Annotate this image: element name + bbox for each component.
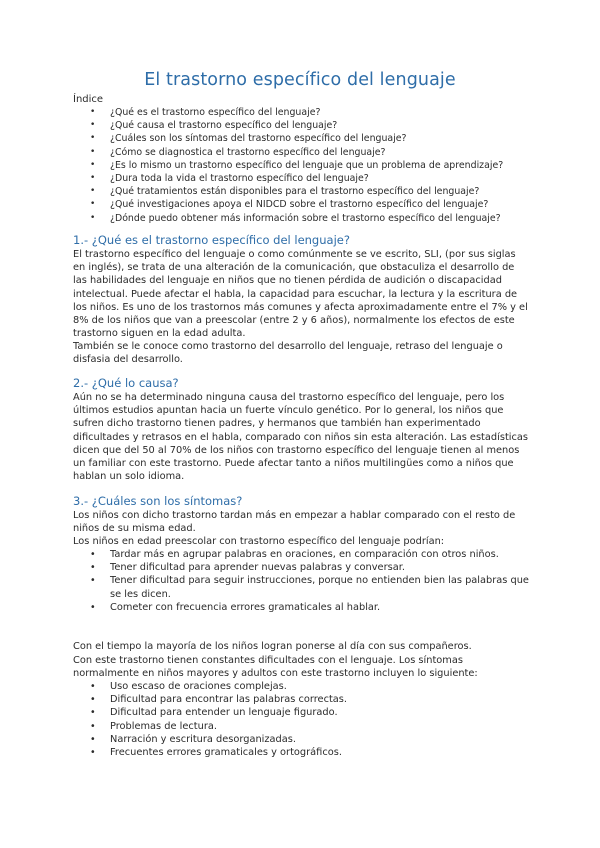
section-3-paragraph-4: Con este trastorno tienen constantes dificultades con el lenguaje. Los síntomas normalmente en niños mayores y adultos con este trastorno incluyen lo siguiente: — [73, 655, 478, 680]
list-item: • Frecuentes errores gramaticales y ortográficos. — [73, 746, 529, 759]
index-item[interactable]: • ¿Qué investigaciones apoya el NIDCD sobre el trastorno específico del lenguaje? — [73, 198, 543, 211]
section-1-heading: 1.- ¿Qué es el trastorno específico del lenguaje? — [73, 233, 350, 247]
list-item: • Cometer con frecuencia errores gramaticales al hablar. — [73, 601, 529, 614]
section-3-paragraph: Los niños con dicho trastorno tardan más en empezar a hablar comparado con el resto de niños de su misma edad. — [73, 510, 516, 535]
index-item[interactable]: • ¿Cómo se diagnostica el trastorno específico del lenguaje? — [73, 146, 543, 159]
list-item: • Tardar más en agrupar palabras en oraciones, en comparación con otros niños. — [73, 548, 529, 561]
index-item[interactable]: • ¿Qué causa el trastorno específico del lenguaje? — [73, 119, 543, 132]
index-item[interactable]: • ¿Cuáles son los síntomas del trastorno específico del lenguaje? — [73, 132, 543, 145]
list-item: • Tener dificultad para aprender nuevas palabras y conversar. — [73, 561, 529, 574]
index-item[interactable]: • ¿Qué tratamientos están disponibles para el trastorno específico del lenguaje? — [73, 185, 543, 198]
document-title: El trastorno específico del lenguaje — [144, 70, 456, 90]
section-3-paragraph-2: Los niños en edad preescolar con trastorno específico del lenguaje podrían: — [73, 536, 445, 547]
list-item: • Dificultad para entender un lenguaje figurado. — [73, 706, 529, 719]
preschool-symptoms-list — [73, 548, 529, 614]
list-item: • Problemas de lectura. — [73, 720, 529, 733]
section-3-paragraph-3: Con el tiempo la mayoría de los niños logran ponerse al día con sus compañeros. — [73, 641, 472, 652]
list-item: • Uso escaso de oraciones complejas. — [73, 680, 529, 693]
index-item[interactable]: • ¿Dura toda la vida el trastorno específico del lenguaje? — [73, 172, 543, 185]
list-item: • Narración y escritura desorganizadas. — [73, 733, 529, 746]
index-item[interactable]: • ¿Qué es el trastorno específico del lenguaje? — [73, 106, 543, 119]
list-item: • Dificultad para encontrar las palabras correctas. — [73, 693, 529, 706]
section-1-paragraph: El trastorno específico del lenguaje o como comúnmente se ve escrito, SLI, (por sus siglas en inglés), se trata de una alteración de la comunicación, que obstaculiza el desarrollo de las habilidades del lenguaje en niños que no tienen pérdida de audición o discapacidad intelectual. Puede afectar el habla, la capacidad para escuchar, la lectura y la escritura de los niños. Es uno de los trastornos más comunes y afecta aproximadamente entre el 7% y el 8% de los niños que van a preescolar (entre 2 y 6 años), normalmente los efectos de este trastorno siguen en la edad adulta. — [73, 249, 528, 340]
index-list — [73, 106, 543, 225]
older-symptoms-list — [73, 680, 529, 759]
index-label: Índice — [73, 94, 104, 105]
section-2-heading: 2.- ¿Qué lo causa? — [73, 376, 179, 390]
index-item[interactable]: • ¿Es lo mismo un trastorno específico del lenguaje que un problema de aprendizaje? — [73, 159, 543, 172]
index-item[interactable]: • ¿Dónde puedo obtener más información sobre el trastorno específico del lenguaje? — [73, 212, 543, 225]
section-3-heading: 3.- ¿Cuáles son los síntomas? — [73, 494, 243, 508]
section-2-paragraph: Aún no se ha determinado ninguna causa del trastorno específico del lenguaje, pero los últimos estudios apuntan hacia un fuerte vínculo genético. Por lo general, los niños que sufren dicho trastorno tienen padres, y hermanos que también han experimentado dificultades y retrasos en el habla, comparado con niños sin esta alteración. Las estadísticas dicen que del 50 al 70% de los niños con trastorno específico del lenguaje tienen al menos un familiar con este trastorno. Puede afectar tanto a niños multilingües como a niños que hablan un solo idioma. — [73, 392, 529, 483]
list-item: • Tener dificultad para seguir instrucciones, porque no entienden bien las palabras que se les dicen. — [73, 574, 529, 600]
section-1-paragraph-2: También se le conoce como trastorno del desarrollo del lenguaje, retraso del lenguaje o disfasia del desarrollo. — [73, 341, 503, 366]
